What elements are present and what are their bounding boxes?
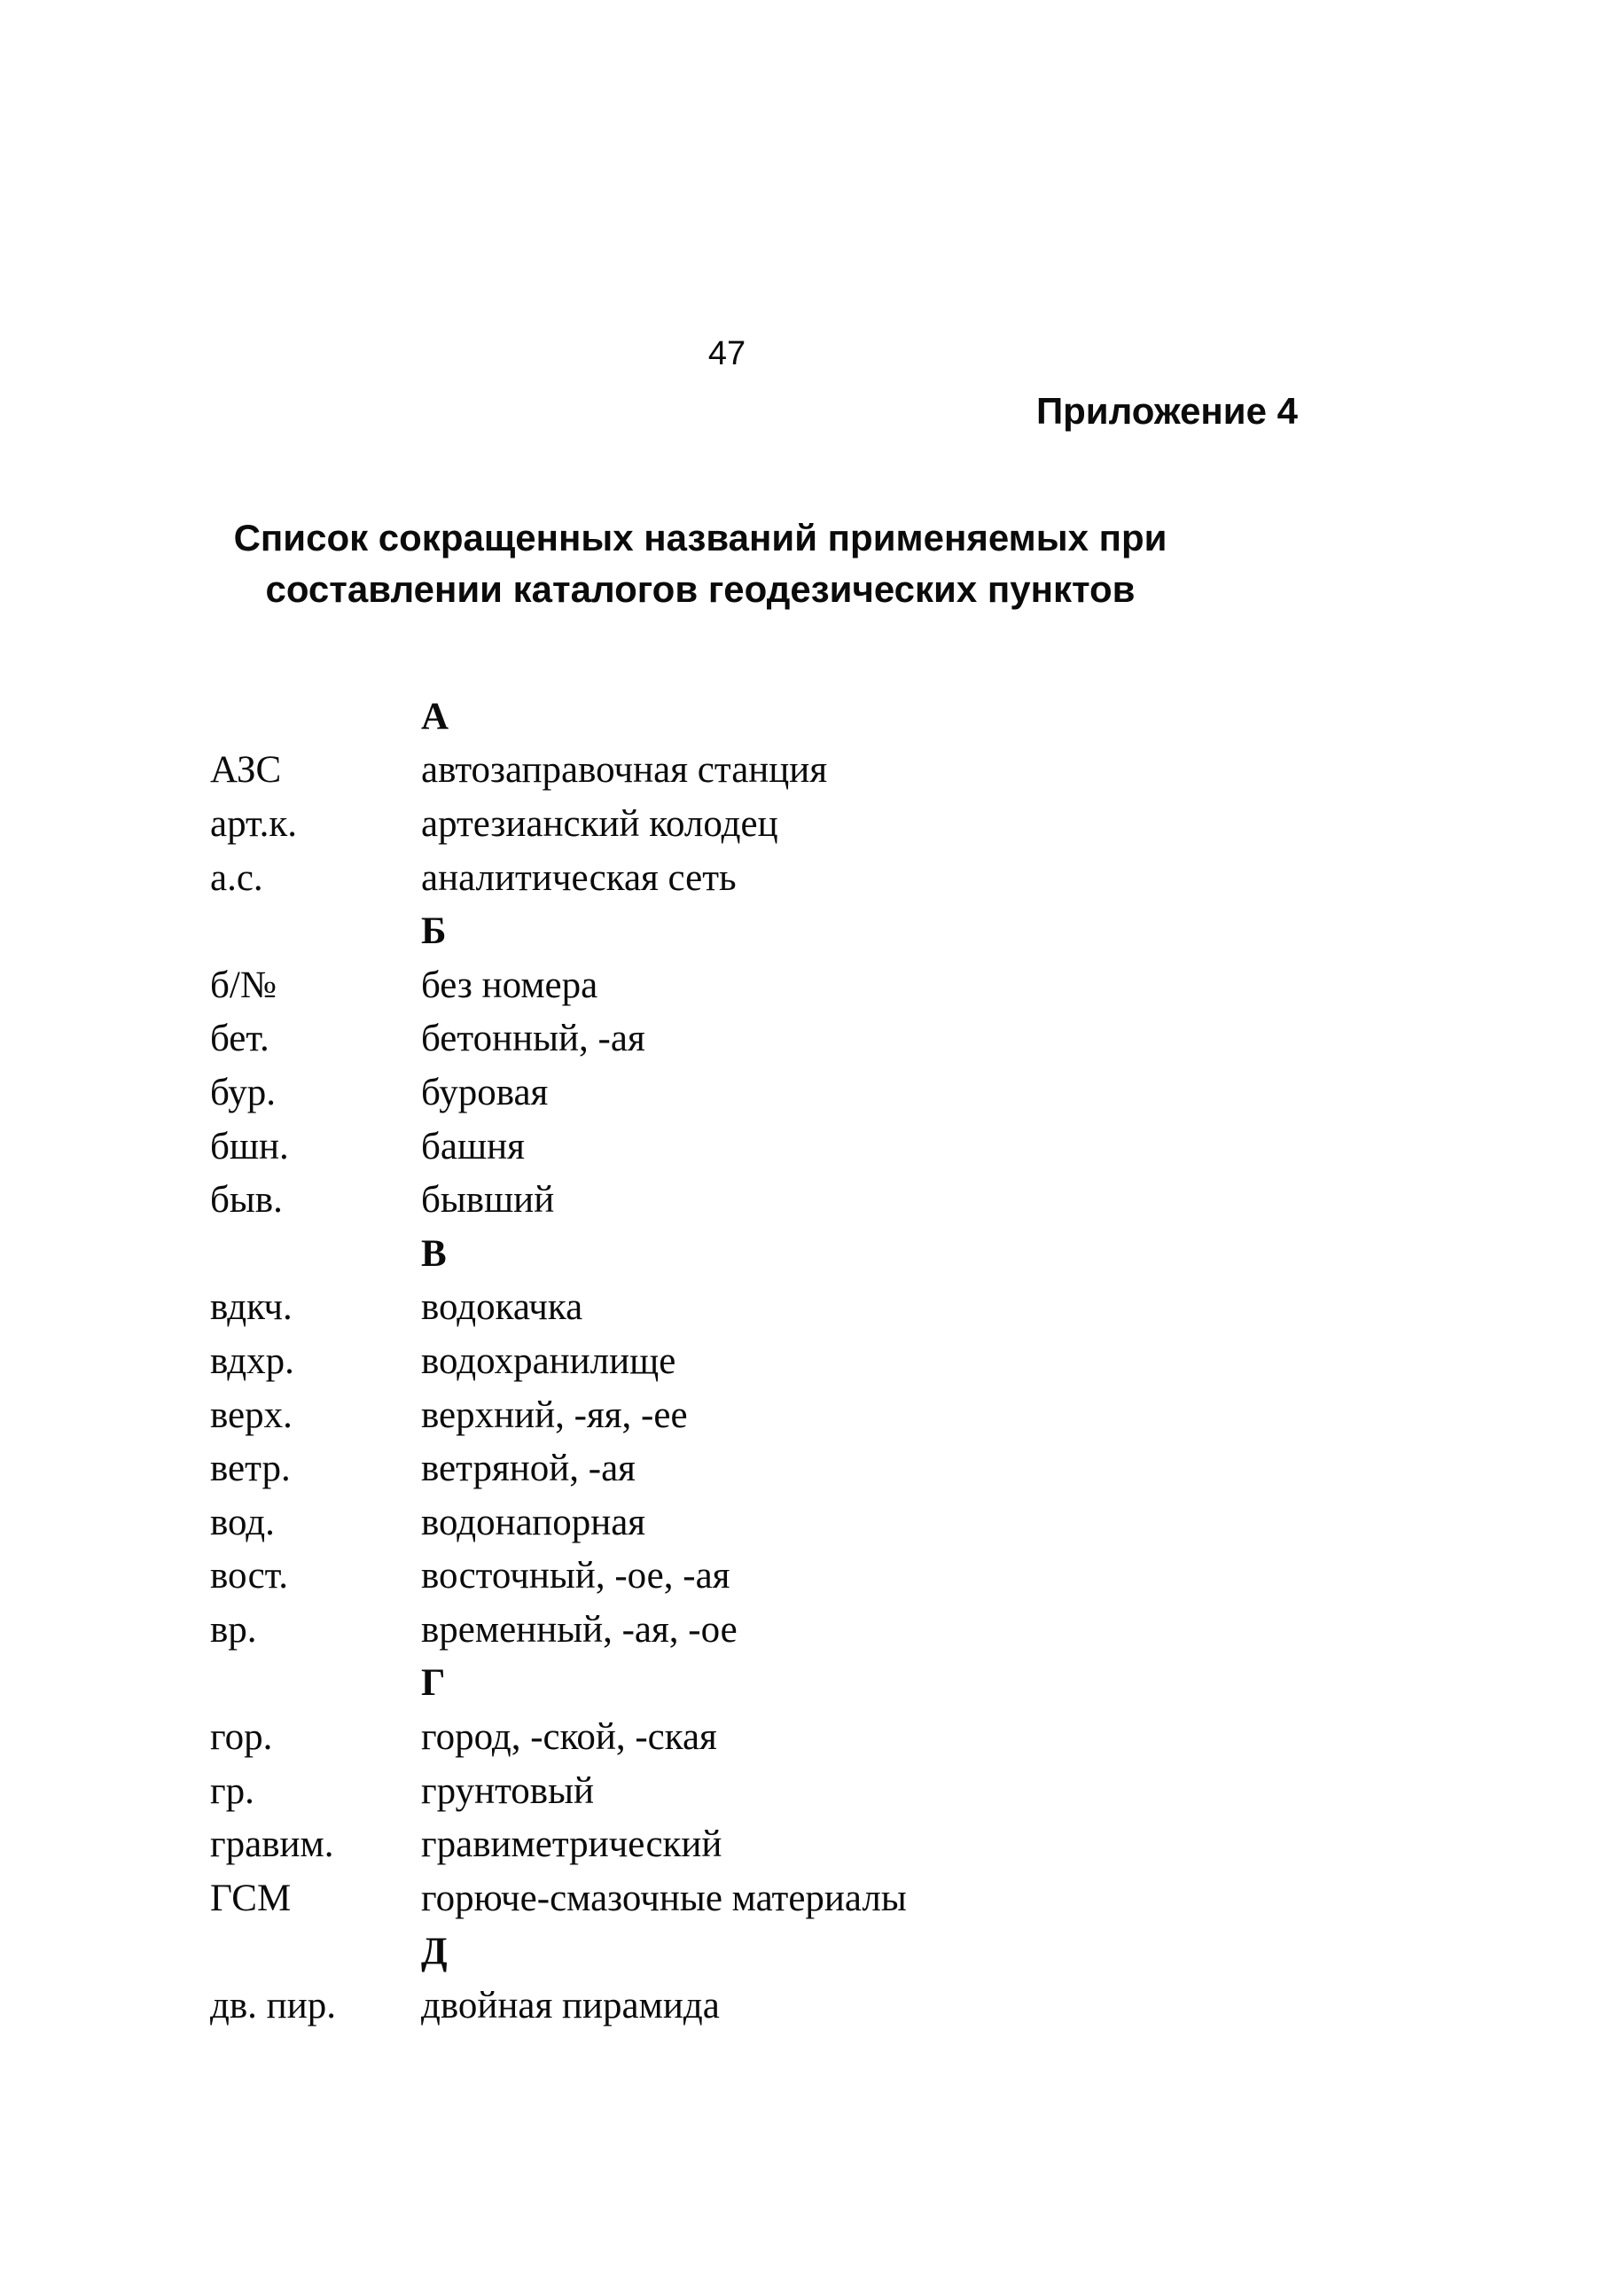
meaning: водонапорная — [421, 1501, 646, 1543]
list-item — [210, 1012, 1274, 1066]
meaning: гравиметрический — [421, 1823, 722, 1866]
meaning: аналитическая сеть — [421, 856, 737, 899]
list-item — [210, 1603, 1274, 1657]
abbreviation: гр. — [210, 1769, 254, 1812]
abbreviation: вдхр. — [210, 1339, 294, 1382]
abbreviation: ветр. — [210, 1448, 291, 1490]
meaning: временный, -ая, -ое — [421, 1608, 738, 1651]
list-item — [210, 851, 1274, 905]
abbreviation: б/№ — [210, 964, 277, 1006]
meaning: без номера — [421, 964, 598, 1006]
title-line: составлении каталогов геодезических пунктов — [265, 568, 1136, 610]
list-item — [210, 1388, 1274, 1442]
abbreviation: вр. — [210, 1608, 257, 1651]
abbreviation: вост. — [210, 1555, 288, 1597]
section-letter-row — [210, 1657, 1274, 1711]
section-letter: Г — [421, 1662, 446, 1705]
abbreviation: АЗС — [210, 749, 282, 792]
meaning: двойная пирамида — [421, 1985, 720, 2027]
list-item — [210, 958, 1274, 1012]
list-item — [210, 1764, 1274, 1818]
meaning: горюче-смазочные материалы — [421, 1877, 907, 1919]
abbreviation: а.с. — [210, 856, 263, 899]
meaning: буровая — [421, 1071, 549, 1113]
meaning: водокачка — [421, 1286, 583, 1329]
section-letter-row — [210, 904, 1274, 958]
section-letter: Д — [421, 1931, 448, 1973]
list-item — [210, 1120, 1274, 1174]
document-title — [133, 512, 1268, 615]
list-item — [210, 1817, 1274, 1871]
abbreviation: арт.к. — [210, 802, 297, 845]
section-letter: В — [421, 1232, 447, 1275]
list-item — [210, 1871, 1274, 1925]
abbreviation: бет. — [210, 1018, 269, 1060]
meaning: грунтовый — [421, 1769, 595, 1812]
abbreviation: дв. пир. — [210, 1985, 336, 2027]
abbreviation: быв. — [210, 1179, 283, 1222]
list-item — [210, 1495, 1274, 1550]
meaning: ветряной, -ая — [421, 1448, 636, 1490]
section-letter-row — [210, 1227, 1274, 1281]
abbreviation: вод. — [210, 1501, 275, 1543]
list-item — [210, 1281, 1274, 1335]
list-item — [210, 797, 1274, 851]
list-item — [210, 1979, 1274, 2033]
abbreviation: вдкч. — [210, 1286, 293, 1329]
meaning: автозаправочная станция — [421, 749, 828, 792]
section-letter: А — [421, 695, 449, 738]
abbreviation: бур. — [210, 1071, 276, 1113]
meaning: башня — [421, 1125, 525, 1167]
section-letter-row — [210, 1925, 1274, 1980]
list-item — [210, 1066, 1274, 1120]
meaning: артезианский колодец — [421, 802, 778, 845]
abbreviation-list — [210, 690, 1274, 2033]
meaning: бетонный, -ая — [421, 1018, 645, 1060]
meaning: бывший — [421, 1179, 555, 1222]
list-item — [210, 1441, 1274, 1495]
title-line: Список сокращенных названий применяемых при — [233, 517, 1167, 558]
list-item — [210, 1550, 1274, 1604]
meaning: восточный, -ое, -ая — [421, 1555, 730, 1597]
meaning: город, -ской, -ская — [421, 1716, 717, 1759]
list-item — [210, 1334, 1274, 1388]
abbreviation: гравим. — [210, 1823, 334, 1866]
abbreviation: гор. — [210, 1716, 273, 1759]
section-letter-row — [210, 690, 1274, 744]
list-item — [210, 1173, 1274, 1227]
section-letter: Б — [421, 910, 447, 953]
abbreviation: верх. — [210, 1394, 293, 1436]
meaning: верхний, -яя, -ее — [421, 1394, 688, 1436]
abbreviation: бшн. — [210, 1125, 289, 1167]
list-item — [210, 744, 1274, 798]
appendix-label: Приложение 4 — [1035, 390, 1298, 432]
meaning: водохранилище — [421, 1339, 676, 1382]
page-number: 47 — [707, 335, 746, 372]
list-item — [210, 1710, 1274, 1764]
abbreviation: ГСМ — [210, 1877, 292, 1919]
